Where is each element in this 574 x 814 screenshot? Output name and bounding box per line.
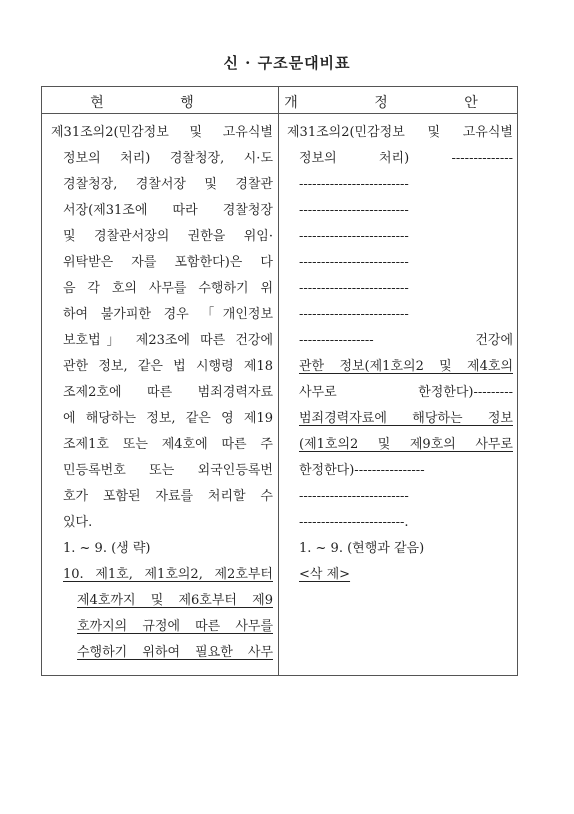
current-line-text: 호까지의 규정에 따른 사무를	[77, 619, 273, 634]
current-line-text: 제4호까지 및 제6호부터 제9	[77, 593, 273, 608]
current-line	[51, 302, 273, 328]
current-line-text: 조제2호에 따른 범죄경력자료	[63, 385, 273, 400]
proposed-line	[287, 458, 513, 484]
current-line	[51, 224, 273, 250]
current-line-text: 음 각 호의 사무를 수행하기 위	[63, 281, 273, 296]
proposed-line-text: 사무로 한정한다)---------	[299, 385, 513, 400]
current-line	[51, 458, 273, 484]
proposed-line	[287, 276, 513, 302]
current-line-text: 보호법」 제23조에 따른 건강에	[63, 333, 273, 348]
current-line-text: 정보의 처리) 경찰청장, 시·도	[63, 151, 273, 166]
proposed-line	[287, 250, 513, 276]
proposed-line-text: -------------------------	[299, 281, 409, 296]
proposed-line	[287, 146, 513, 172]
proposed-line	[287, 406, 513, 432]
current-line-text: 제31조의2(민감정보 및 고유식별	[51, 125, 273, 140]
current-line	[51, 198, 273, 224]
current-line	[51, 536, 273, 562]
proposed-line	[287, 198, 513, 224]
current-line	[51, 146, 273, 172]
proposed-line-text: (제1호의2 및 제9호의 사무로	[299, 437, 513, 452]
current-line-text: 서장(제31조에 따라 경찰청장	[63, 203, 273, 218]
current-line-text: 에 해당하는 정보, 같은 영 제19	[63, 411, 273, 426]
proposed-line-text: 범죄경력자료에 해당하는 정보	[299, 411, 513, 426]
proposed-text-column	[287, 120, 513, 588]
current-line	[51, 328, 273, 354]
proposed-line	[287, 328, 513, 354]
header-proposed: 개 정 안	[284, 95, 514, 111]
proposed-line-text: -------------------------	[299, 203, 409, 218]
current-line-text: 있다.	[63, 515, 93, 530]
proposed-line	[287, 510, 513, 536]
current-line-text: 하여 불가피한 경우 「개인정보	[63, 307, 273, 322]
current-line	[51, 380, 273, 406]
proposed-line-text: -------------------------	[299, 177, 409, 192]
page-title: 신 · 구조문대비표	[223, 54, 351, 72]
proposed-line-text: 관한 정보(제1호의2 및 제4호의	[299, 359, 513, 374]
proposed-line	[287, 432, 513, 458]
proposed-line-text: <삭 제>	[299, 567, 351, 582]
current-line-text: 호가 포함된 자료를 처리할 수	[63, 489, 273, 504]
proposed-line	[287, 224, 513, 250]
proposed-line-text: ----------------- 건강에	[299, 333, 513, 348]
current-line	[51, 120, 273, 146]
proposed-line-text: 정보의 처리) --------------	[299, 151, 513, 166]
header-current: 현 행	[90, 95, 230, 111]
proposed-line	[287, 354, 513, 380]
proposed-line	[287, 172, 513, 198]
current-line	[51, 562, 273, 588]
current-line	[51, 640, 273, 666]
current-line	[51, 276, 273, 302]
proposed-line	[287, 562, 513, 588]
current-text-column	[51, 120, 273, 666]
current-line	[51, 510, 273, 536]
proposed-line	[287, 380, 513, 406]
current-line-text: 1. ~ 9. (생 략)	[63, 541, 151, 556]
header-divider	[42, 113, 517, 114]
current-line-text: 위탁받은 자를 포함한다)은 다	[63, 255, 273, 270]
current-line	[51, 406, 273, 432]
current-line-text: 민등록번호 또는 외국인등록번	[63, 463, 273, 478]
proposed-line-text: ------------------------.	[299, 515, 409, 530]
proposed-line-text: -------------------------	[299, 229, 409, 244]
proposed-line-text: 한정한다)----------------	[299, 463, 425, 478]
proposed-line-text: 1. ~ 9. (현행과 같음)	[299, 541, 425, 556]
current-line	[51, 484, 273, 510]
current-line	[51, 172, 273, 198]
current-line	[51, 588, 273, 614]
proposed-line-text: 제31조의2(민감정보 및 고유식별	[287, 125, 513, 140]
current-line-text: 조제1호 또는 제4호에 따른 주	[63, 437, 273, 452]
current-line-text: 관한 정보, 같은 법 시행령 제18	[63, 359, 273, 374]
proposed-line	[287, 302, 513, 328]
current-line	[51, 354, 273, 380]
current-line	[51, 432, 273, 458]
current-line-text: 경찰청장, 경찰서장 및 경찰관	[63, 177, 273, 192]
current-line-text: 및 경찰관서장의 권한을 위임·	[63, 229, 273, 244]
proposed-line	[287, 120, 513, 146]
proposed-line-text: -------------------------	[299, 307, 409, 322]
column-divider	[278, 87, 279, 675]
comparison-table	[41, 86, 518, 676]
current-line	[51, 250, 273, 276]
proposed-line	[287, 484, 513, 510]
proposed-line-text: -------------------------	[299, 489, 409, 504]
proposed-line	[287, 536, 513, 562]
current-line-text: 수행하기 위하여 필요한 사무	[77, 645, 273, 660]
current-line	[51, 614, 273, 640]
current-line-text: 10. 제1호, 제1호의2, 제2호부터	[63, 567, 273, 582]
proposed-line-text: -------------------------	[299, 255, 409, 270]
